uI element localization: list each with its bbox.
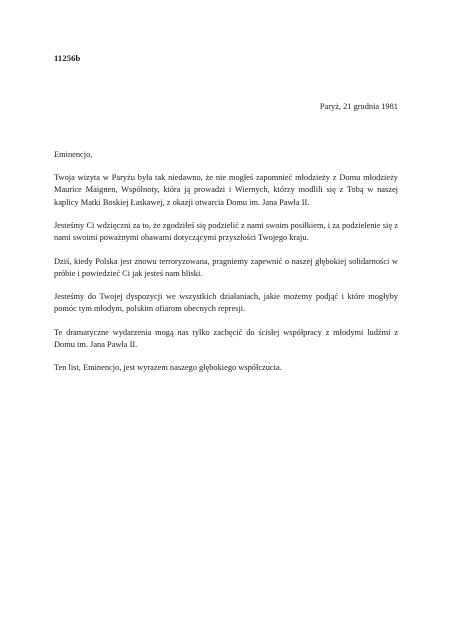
- document-reference-number: 11256b: [54, 53, 81, 63]
- letter-paragraph: Twoja wizyta w Paryżu była tak niedawno, że nie mogłeś zapomnieć młodzieży z Domu młodzieży Maurice Maignen, Wspólnoty, która ją prowadzi i Wiernych, którzy modlili się z Tobą w naszej kaplicy Matki Boskiej Łaskawej, z okazji otwarcia Domu im. Jana Pawła II.: [54, 173, 398, 207]
- letter-paragraph: Jesteśmy Ci wdzięczni za to, że zgodziłeś się podzielić z nami swoim posiłkiem, i za podzielenie się z nami swoimi poważnymi obawami dotyczącymi przyszłości Twojego kraju.: [54, 221, 398, 243]
- letter-paragraph: Jesteśmy do Twojej dyspozycji we wszystkich działaniach, jakie możemy podjąć i które mogłyby pomóc tym młodym, polskim ofiarom obecnych represji.: [54, 292, 398, 314]
- letter-paragraph: Ten list, Eminencjo, jest wyrazem naszego głębokiego współczucia.: [54, 363, 282, 373]
- place-and-date: Paryż, 21 grudnia 1981: [319, 102, 398, 111]
- letter-body: [54, 149, 398, 386]
- letter-paragraph: Dziś, kiedy Polska jest znowu terroryzowana, pragniemy zapewnić o naszej głębokiej solidarności w próbie i powiedzieć Ci jak jesteś nam bliski.: [54, 256, 398, 278]
- letter-paragraph: Te dramatyczne wydarzenia mogą nas tylko zachęcić do ścisłej współpracy z młodymi ludźmi z Domu im. Jana Pawła II.: [54, 327, 398, 349]
- salutation: Eminencjo,: [54, 150, 93, 159]
